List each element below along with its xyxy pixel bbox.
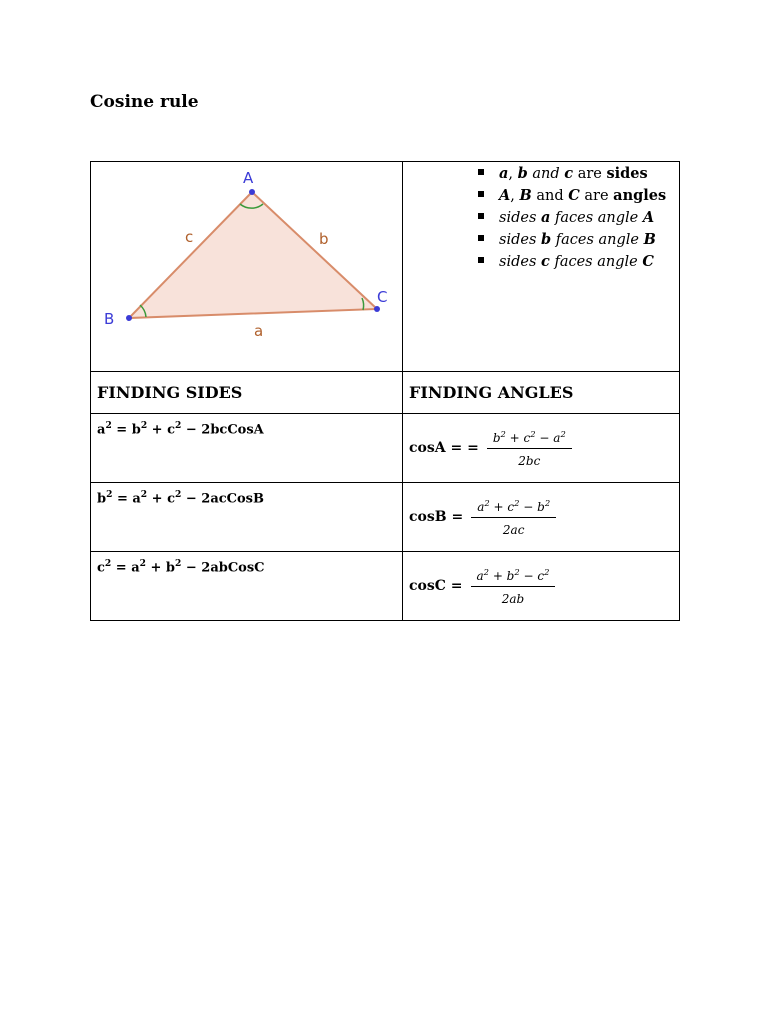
angle-formula-b: cosB = $\frac{a^2 + c^2 - b^2}{2ac}$	[403, 483, 680, 552]
point-b	[126, 315, 132, 321]
formula-row-b	[91, 483, 680, 552]
header-row	[91, 372, 680, 414]
triangle-diagram	[91, 162, 402, 371]
note-side-a: sides a faces angle A	[403, 207, 679, 229]
header-finding-angles: FINDING ANGLES	[403, 372, 680, 414]
notes-cell	[403, 162, 680, 372]
triangle-diagram-cell	[91, 162, 403, 372]
formula-row-a	[91, 414, 680, 483]
vertex-label-a: A	[243, 169, 254, 187]
point-a	[249, 189, 255, 195]
formula-row-c	[91, 552, 680, 621]
note-angles: A, B and C are angles	[403, 185, 679, 207]
side-label-b: b	[319, 230, 329, 248]
angle-formula-c: cosC = $\frac{a^2 + b^2 - c^2}{2ab}$	[403, 552, 680, 621]
cosine-rule-table	[90, 161, 680, 621]
side-formula-a: $a^2 = b^2 + c^2$ − 2bcCosA	[91, 414, 403, 483]
triangle-shape	[129, 192, 377, 318]
vertex-label-b: B	[104, 310, 115, 328]
notes-list	[403, 162, 679, 273]
side-formula-b: $b^2 = a^2 + c^2$ − 2acCosB	[91, 483, 403, 552]
note-sides: a, b and c are sides	[403, 163, 679, 185]
angle-formula-a: cosA = = $\frac{b^2 + c^2 - a^2}{2bc}$	[403, 414, 680, 483]
header-finding-sides: FINDING SIDES	[91, 372, 403, 414]
side-formula-c: $c^2 = a^2 + b^2$ − 2abCosC	[91, 552, 403, 621]
page-title: Cosine rule	[90, 92, 199, 112]
point-c	[374, 306, 380, 312]
diagram-row	[91, 162, 680, 372]
vertex-label-c: C	[377, 288, 388, 306]
side-label-a: a	[254, 322, 264, 340]
note-side-c: sides c faces angle C	[403, 251, 679, 273]
side-label-c: c	[185, 228, 194, 246]
note-side-b: sides b faces angle B	[403, 229, 679, 251]
